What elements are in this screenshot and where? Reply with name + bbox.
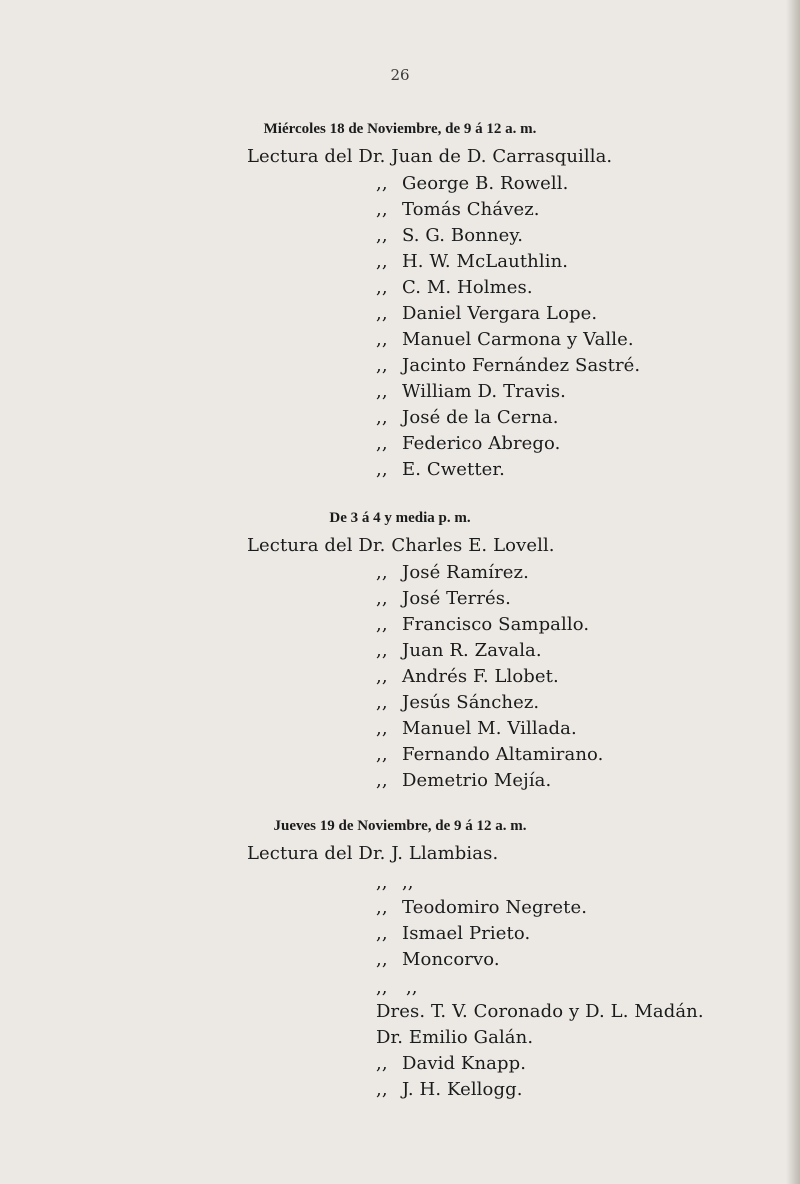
ditto-mark: ,, [376, 407, 388, 428]
session-heading: Jueves 19 de Noviembre, de 9 á 12 a. m. [273, 818, 527, 834]
list-item [376, 692, 539, 713]
lecture-lead: Lectura del Dr. Juan de D. Carrasquilla. [247, 146, 613, 167]
ditto-mark: ,, [376, 977, 388, 998]
list-item-name: José de la Cerna. [402, 407, 559, 428]
lecture-lead: Lectura del Dr. J. Llambias. [247, 843, 499, 864]
ditto-mark: ,, [376, 897, 388, 918]
ditto-mark: ,, [376, 251, 388, 272]
list-item [376, 199, 540, 220]
ditto-mark: ,, [376, 459, 388, 480]
list-item-name: Demetrio Mejía. [402, 770, 552, 791]
list-item-name: José Terrés. [402, 588, 511, 609]
list-item [376, 329, 634, 350]
ditto-mark: ,, [376, 640, 388, 661]
ditto-mark: ,, [376, 329, 388, 350]
list-item-name: S. G. Bonney. [402, 225, 524, 246]
list-item [376, 614, 589, 635]
list-item [376, 666, 559, 687]
list-item [376, 923, 530, 944]
list-item-name: William D. Travis. [402, 381, 566, 402]
list-item [376, 381, 566, 402]
list-item [376, 407, 559, 428]
ditto-mark: ,, [376, 1053, 388, 1074]
list-item [376, 1079, 523, 1100]
list-item [376, 562, 529, 583]
ditto-mark: ,, [376, 770, 388, 791]
list-item-name: E. Cwetter. [402, 459, 505, 480]
list-item-name: C. M. Holmes. [402, 277, 533, 298]
ditto-mark: ,, [376, 923, 388, 944]
list-item-name: Francisco Sampallo. [402, 614, 590, 635]
list-item-name: J. H. Kellogg. [402, 1079, 523, 1100]
list-item [376, 355, 640, 376]
list-item-name: Daniel Vergara Lope. [402, 303, 598, 324]
list-item [376, 433, 560, 454]
list-item-name: Teodomiro Negrete. [402, 897, 588, 918]
ditto-mark: ,, [376, 433, 388, 454]
list-item [376, 303, 597, 324]
ditto-mark: ,, [376, 381, 388, 402]
list-item-name: Juan R. Zavala. [402, 640, 542, 661]
list-item-name: Federico Abrego. [402, 433, 561, 454]
list-item-name: José Ramírez. [402, 562, 529, 583]
list-item [376, 1053, 526, 1074]
list-item [376, 251, 568, 272]
page-number: 26 [390, 66, 410, 84]
ditto-mark: ,, [376, 225, 388, 246]
ditto-mark: ,, [376, 355, 388, 376]
ditto-mark: ,, [376, 1079, 388, 1100]
page-edge [786, 0, 800, 1184]
ditto-mark: ,, [376, 588, 388, 609]
list-item-name: Moncorvo. [402, 949, 500, 970]
ditto-mark: ,, [376, 666, 388, 687]
ditto-mark: ,, [376, 949, 388, 970]
list-item [376, 718, 577, 739]
list-item-name: H. W. McLauthlin. [402, 251, 569, 272]
list-item [376, 744, 603, 765]
list-item [376, 897, 587, 918]
list-item-name: Fernando Altamirano. [402, 744, 604, 765]
list-item [376, 277, 533, 298]
ditto-mark: ,, [376, 277, 388, 298]
list-item-name: David Knapp. [402, 1053, 527, 1074]
list-item-name: Jesús Sánchez. [402, 692, 540, 713]
ditto-mark: ,, [376, 744, 388, 765]
ditto-mark: ,, [376, 173, 388, 194]
ditto-mark: ,, [376, 614, 388, 635]
list-item [376, 173, 568, 194]
list-item [376, 588, 511, 609]
list-item [376, 640, 542, 661]
ditto-mark: ,, [376, 199, 388, 220]
lecture-lead: Lectura del Dr. Charles E. Lovell. [247, 535, 555, 556]
ditto-mark: ,, [376, 562, 388, 583]
ditto-mark: ,, [376, 872, 388, 893]
dr-line: Dr. Emilio Galán. [376, 1027, 534, 1048]
list-item [376, 949, 500, 970]
list-item-name: Tomás Chávez. [402, 199, 540, 220]
list-item-name: Andrés F. Llobet. [402, 666, 559, 687]
list-item [376, 770, 551, 791]
session-heading: Miércoles 18 de Noviembre, de 9 á 12 a. m. [263, 121, 537, 137]
list-item-name: Manuel Carmona y Valle. [402, 329, 634, 350]
list-item [376, 225, 523, 246]
ditto-mark: ,, [376, 692, 388, 713]
ditto-mark: ,, [402, 872, 414, 893]
ditto-mark: ,, [376, 303, 388, 324]
list-item-name: George B. Rowell. [402, 173, 569, 194]
dres-line: Dres. T. V. Coronado y D. L. Madán. [376, 1001, 704, 1022]
list-item-name: Ismael Prieto. [402, 923, 531, 944]
list-item-name: Jacinto Fernández Sastré. [402, 355, 641, 376]
ditto-mark: ,, [406, 977, 418, 998]
list-item [376, 459, 505, 480]
list-item-name: Manuel M. Villada. [402, 718, 577, 739]
session-heading: De 3 á 4 y media p. m. [329, 510, 471, 526]
ditto-mark: ,, [376, 718, 388, 739]
